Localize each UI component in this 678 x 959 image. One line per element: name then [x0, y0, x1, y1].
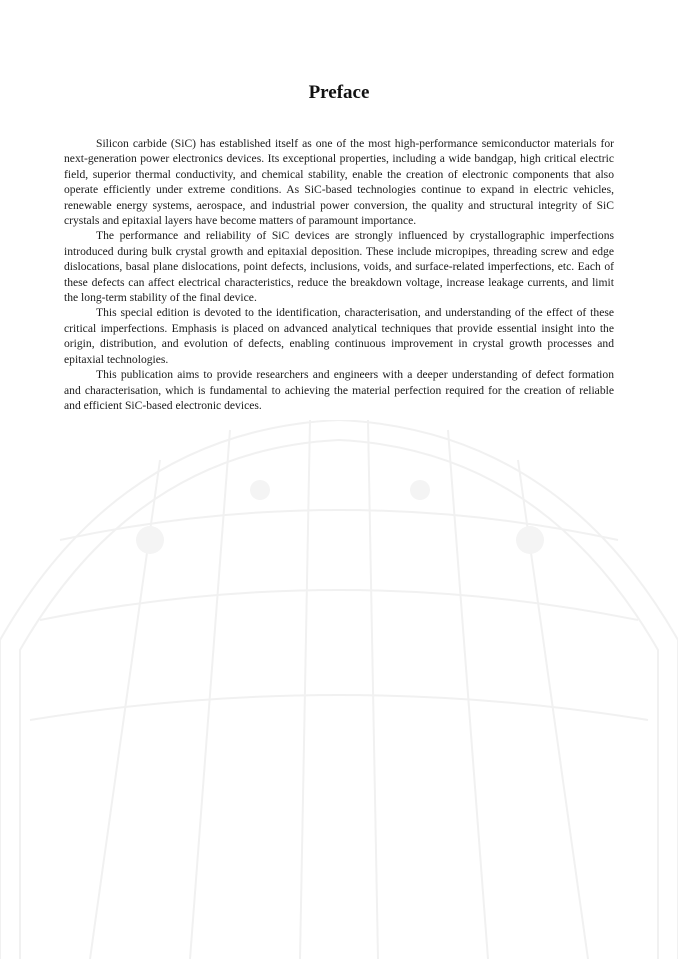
- paragraph-3: This special edition is devoted to the identification, characterisation, and understanding of the effect of these critical imperfections. Emphasis is placed on advanced analytical techniques that provide essential insight into the origin, distribution, and evolution of defects, enabling continuous improvement in crystal growth processes and epitaxial technologies.: [64, 306, 614, 366]
- paragraph-2: The performance and reliability of SiC devices are strongly influenced by crystallographic imperfections introduced during bulk crystal growth and epitaxial deposition. These include micropipes, threading screw and edge dislocations, basal plane dislocations, point defects, inclusions, voids, and surface-related imperfections, etc. Each of these defects can affect electrical characteristics, reduce the breakdown voltage, increase leakage currents, and limit the long-term stability of the final device.: [64, 229, 614, 305]
- watermark-graphic: [0, 420, 678, 959]
- paragraph-4: This publication aims to provide researchers and engineers with a deeper understanding of defect formation and characterisation, which is fundamental to achieving the material perfection required for the creation of reliable and efficient SiC-based electronic devices.: [64, 368, 614, 412]
- body-text: [64, 136, 614, 413]
- paragraph-1: Silicon carbide (SiC) has established itself as one of the most high-performance semiconductor materials for next-generation power electronics devices. Its exceptional properties, including a wide bandgap, high critical electric field, superior thermal conductivity, and chemical stability, enable the creation of electronic components that also operate efficiently under extreme conditions. As SiC-based technologies continue to expand in electric vehicles, renewable energy systems, aerospace, and industrial power conversion, the quality and structural integrity of SiC crystals and epitaxial layers have become matters of paramount importance.: [64, 137, 614, 228]
- page-title: Preface: [308, 82, 370, 103]
